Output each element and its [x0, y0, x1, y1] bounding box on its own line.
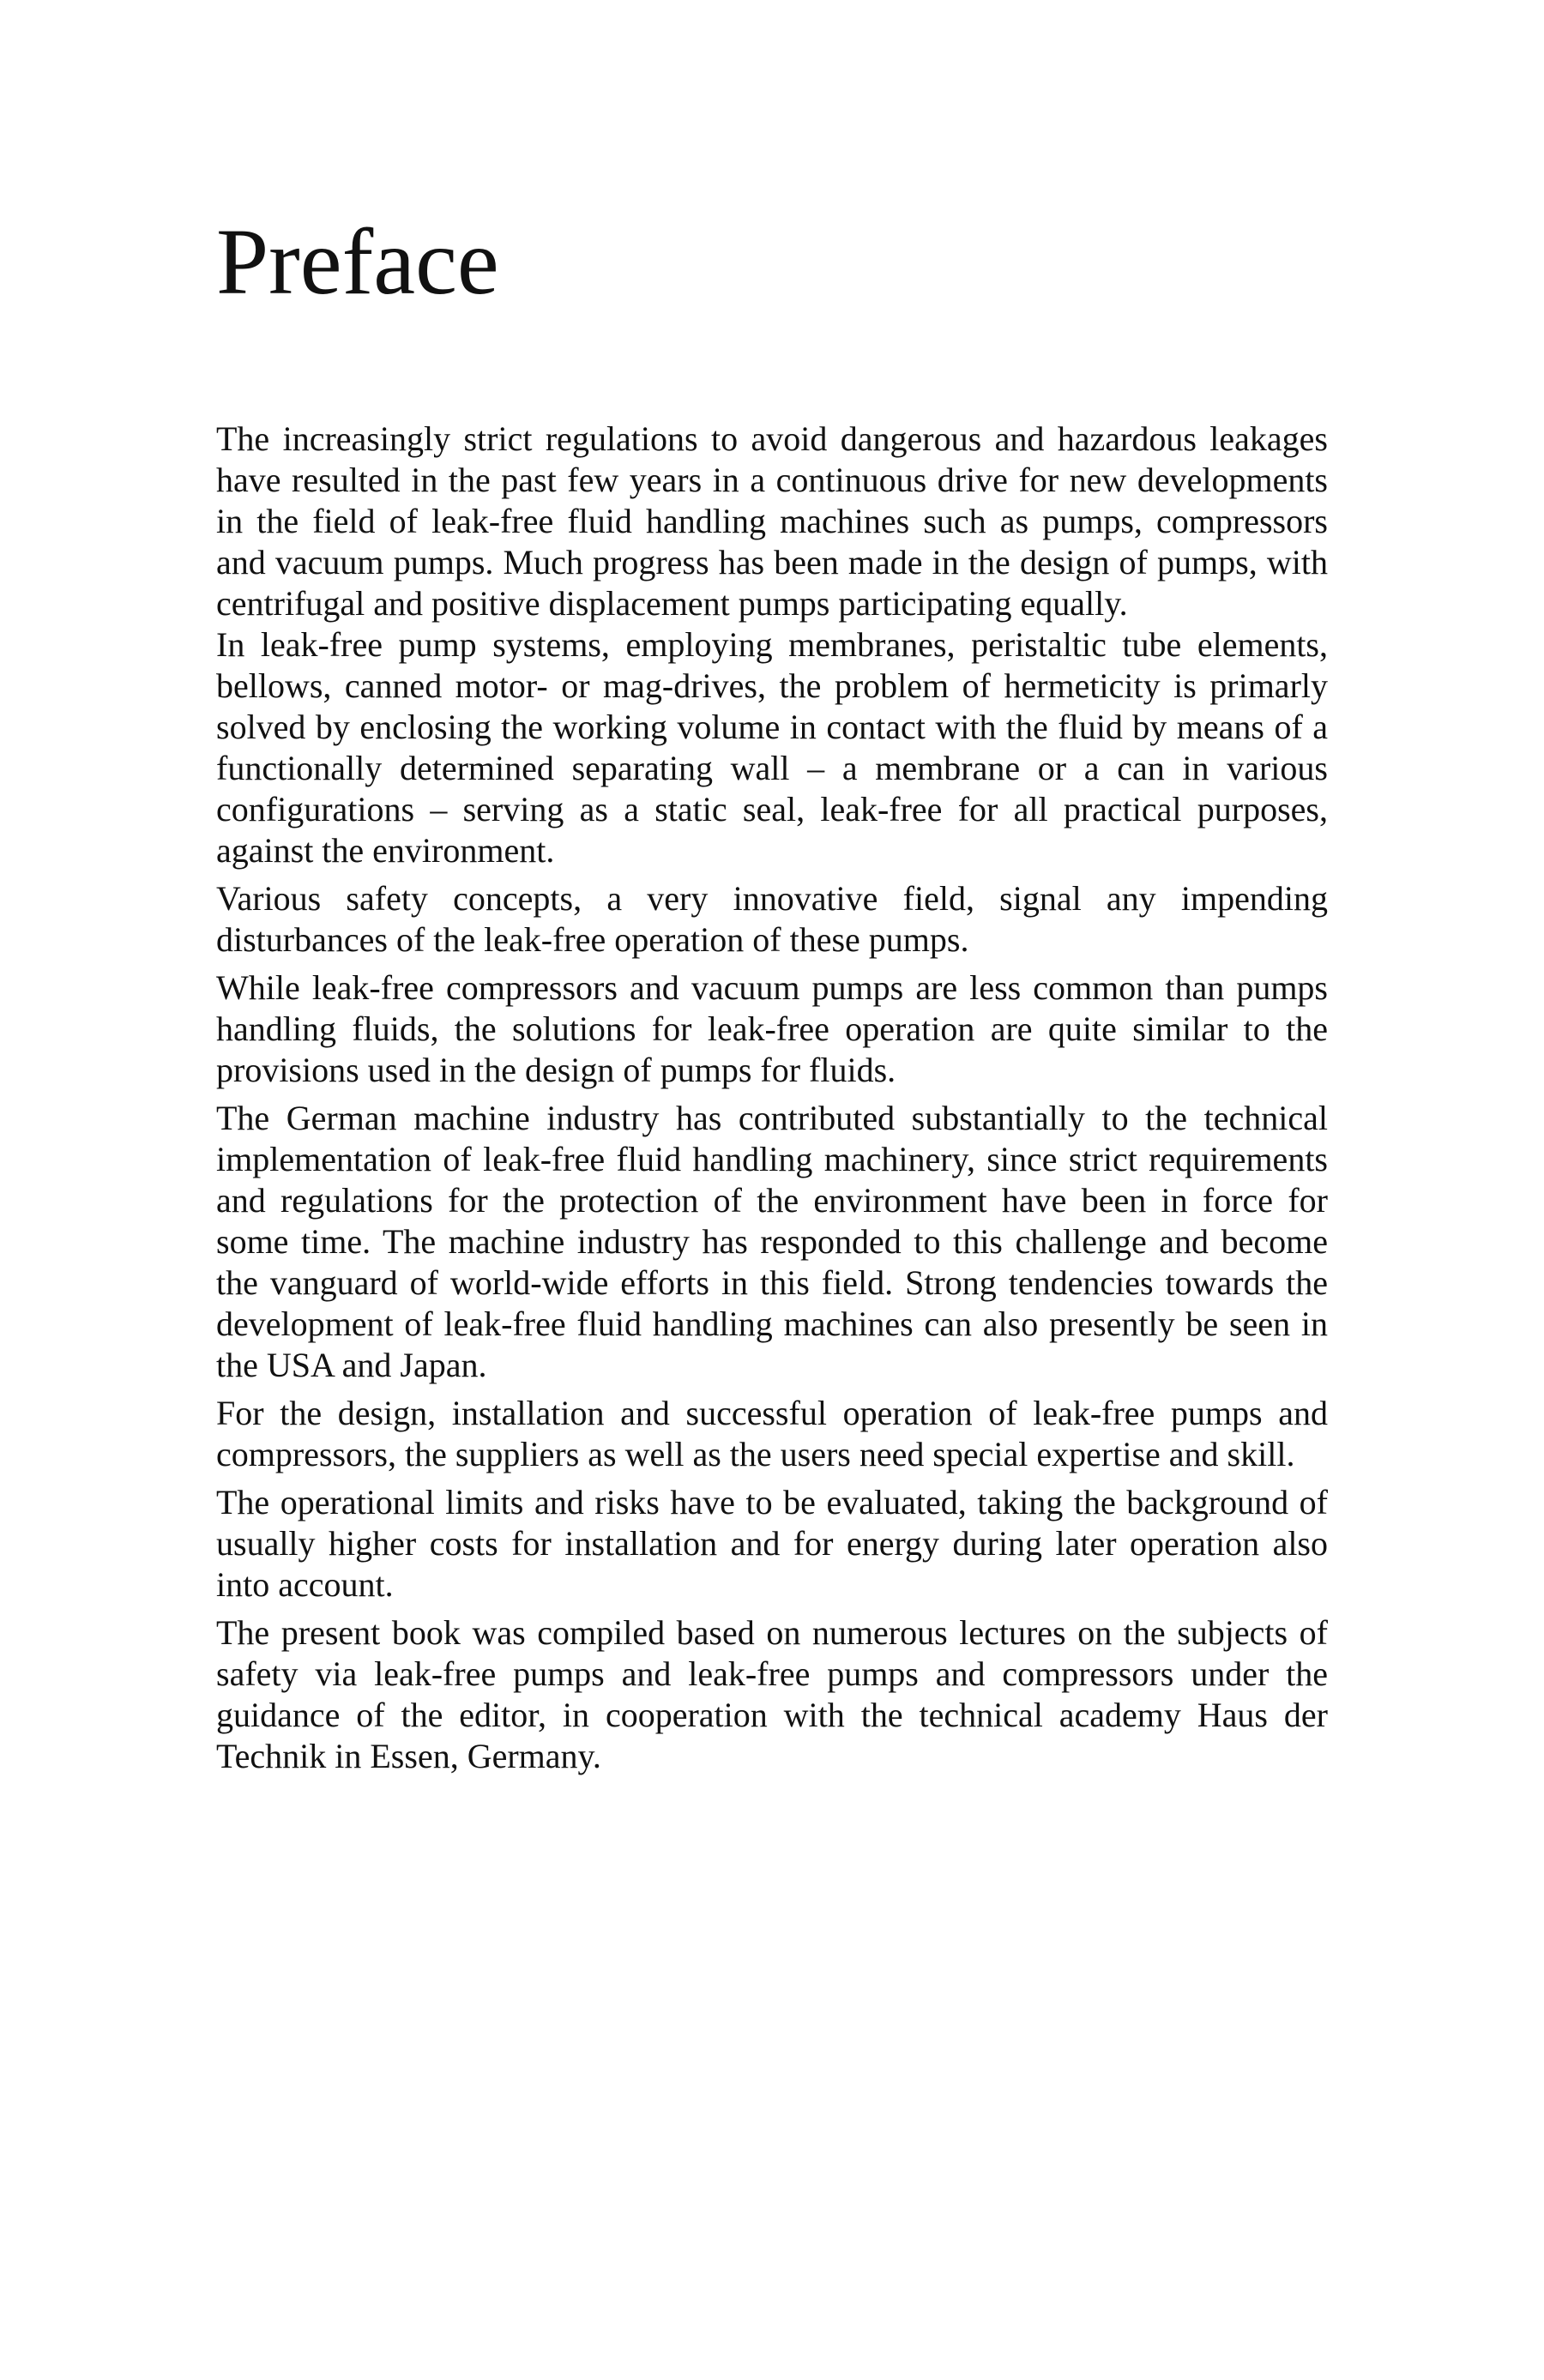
- paragraph-1: The increasingly strict regulations to avoid dangerous and hazardous leakages have resulted in the past few years in a continuous drive for new developments in the field of leak-free fluid handling machines such as pumps, compressors and vacuum pumps. Much progress has been made in the design of pumps, with centrifugal and positive displacement pumps participating equally.: [216, 419, 1328, 623]
- paragraph-6: For the design, installation and successful operation of leak-free pumps and compressors, the suppliers as well as the users need special expertise and skill.: [216, 1394, 1328, 1473]
- paragraph-5: The German machine industry has contributed substantially to the technical implementation of leak-free fluid handling machinery, since strict requirements and regulations for the protection of the environment have been in force for some time. The machine industry has responded to this challenge and become the vanguard of world-wide efforts in this field. Strong tendencies towards the development of leak-free fluid handling machines can also presently be seen in the USA and Japan.: [216, 1099, 1328, 1384]
- paragraph-4: While leak-free compressors and vacuum pumps are less common than pumps handling fluids, the solutions for leak-free operation are quite similar to the provisions used in the design of pumps for fluids.: [216, 968, 1328, 1089]
- preface-body: [216, 419, 1328, 1784]
- paragraph-8: The present book was compiled based on numerous lectures on the subjects of safety via leak-free pumps and leak-free pumps and compressors under the guidance of the editor, in cooperation with the technical academy Haus der Technik in Essen, Germany.: [216, 1613, 1328, 1775]
- page-title: Preface: [216, 209, 499, 314]
- paragraph-2: In leak-free pump systems, employing membranes, peristaltic tube elements, bellows, canned motor- or mag-drives, the problem of hermeticity is primarly solved by enclosing the working volume in contact with the fluid by means of a functionally determined separating wall – a membrane or a can in various configurations – serving as a static seal, leak-free for all practical purposes, against the environment.: [216, 625, 1328, 870]
- paragraph-3: Various safety concepts, a very innovative field, signal any impending disturbances of the leak-free operation of these pumps.: [216, 879, 1328, 959]
- paragraph-7: The operational limits and risks have to be evaluated, taking the background of usually higher costs for installation and for energy during later operation also into account.: [216, 1483, 1328, 1604]
